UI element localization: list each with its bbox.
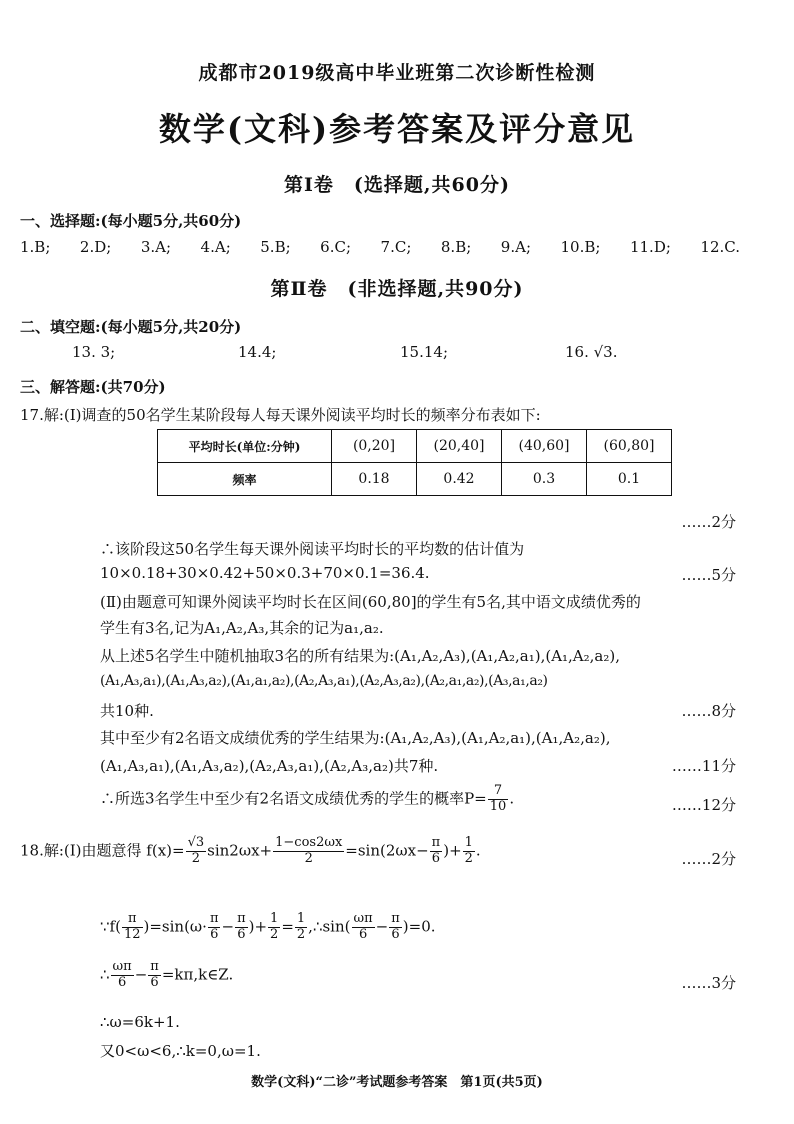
q18-l1-text-a: 18.解:(Ⅰ)由题意得 f(x)= bbox=[20, 841, 185, 860]
fraction-numerator: ωπ bbox=[112, 959, 132, 974]
q18-l2-text-g: − bbox=[375, 917, 389, 936]
q18-l1-text-e: . bbox=[475, 841, 481, 860]
table-row bbox=[158, 463, 672, 496]
q18-l2-text-e: = bbox=[281, 917, 294, 936]
fraction-numerator: π bbox=[391, 911, 400, 926]
answer-4: 4.A; bbox=[200, 238, 231, 256]
fraction-numerator: 7 bbox=[488, 784, 509, 800]
answer-3: 3.A; bbox=[140, 238, 172, 256]
q18-score-1: ……2分 bbox=[681, 850, 736, 868]
fill-answer-15: 15.14; bbox=[400, 343, 448, 361]
fraction bbox=[148, 960, 161, 991]
q17-calc-line: 10×0.18+30×0.42+50×0.3+70×0.1=36.4. bbox=[100, 564, 430, 582]
interval-1: (0,20] bbox=[332, 430, 417, 463]
fraction bbox=[430, 836, 443, 867]
fraction-numerator: π bbox=[209, 911, 219, 926]
fraction-numerator: √3 bbox=[187, 835, 205, 850]
section-2-heading: 二、填空题:(每小题5分,共20分) bbox=[20, 318, 242, 336]
frequency-table bbox=[157, 429, 672, 496]
answer-10: 10.B; bbox=[560, 238, 601, 256]
probability-text: ∴所选3名学生中至少有2名语文成绩优秀的学生的概率P= bbox=[100, 789, 487, 808]
fraction bbox=[389, 912, 402, 943]
interval-3: (40,60] bbox=[502, 430, 587, 463]
fraction-numerator: π bbox=[237, 911, 246, 926]
answer-2: 2.D; bbox=[79, 238, 112, 256]
q18-l2-text-c: − bbox=[221, 917, 235, 936]
q17-part2-line-6: 其中至少有2名语文成绩优秀的学生结果为:(A₁,A₂,A₃),(A₁,A₂,a₁),(A₁,A₂,a₂), bbox=[100, 729, 611, 747]
q17-score-5: ……12分 bbox=[671, 796, 736, 814]
q17-part2-line-5: 共10种. bbox=[100, 702, 154, 720]
fraction bbox=[122, 912, 143, 943]
fraction-denominator: 6 bbox=[358, 926, 368, 942]
fill-answer-14: 14.4; bbox=[238, 343, 277, 361]
fraction-numerator: 1 bbox=[270, 911, 279, 926]
q17-score-3: ……8分 bbox=[681, 702, 736, 720]
q18-l3-text-c: =kπ,k∈Z. bbox=[161, 965, 234, 984]
volume-2-title: 第Ⅱ卷 (非选择题,共90分) bbox=[270, 278, 524, 300]
fraction-denominator: 10 bbox=[489, 798, 507, 814]
q17-part2-line-1: (Ⅱ)由题意可知课外阅读平均时长在区间(60,80]的学生有5名,其中语文成绩优秀的 bbox=[100, 593, 641, 611]
fraction-denominator: 6 bbox=[150, 974, 159, 990]
answer-6: 6.C; bbox=[320, 238, 352, 256]
q17-part2-line-4: (A₁,A₃,a₁),(A₁,A₃,a₂),(A₁,a₁,a₂),(A₂,A₃,a₁),(A₂,A₃,a₂),(A₂,a₁,a₂),(A₃,a₁,a₂) bbox=[100, 673, 548, 689]
q18-l2-text-f: ,∴sin( bbox=[308, 917, 351, 936]
q17-estimate-line: ∴该阶段这50名学生每天课外阅读平均时长的平均数的估计值为 bbox=[100, 540, 525, 558]
fraction bbox=[273, 836, 344, 867]
q18-l1-text-d: )+ bbox=[443, 841, 462, 860]
frequency-2: 0.42 bbox=[417, 463, 502, 496]
interval-4: (60,80] bbox=[587, 430, 672, 463]
probability-fraction bbox=[488, 784, 509, 815]
answer-11: 11.D; bbox=[629, 238, 671, 256]
fraction bbox=[352, 912, 375, 943]
answer-9: 9.A; bbox=[500, 238, 531, 256]
fraction-denominator: 6 bbox=[210, 926, 219, 942]
interval-2: (20,40] bbox=[417, 430, 502, 463]
q17-part2-line-2: 学生有3名,记为A₁,A₂,A₃,其余的记为a₁,a₂. bbox=[100, 619, 384, 637]
q17-score-4: ……11分 bbox=[671, 757, 736, 775]
probability-end: . bbox=[509, 789, 515, 808]
volume-1-title: 第Ⅰ卷 (选择题,共60分) bbox=[284, 174, 510, 196]
q18-l2-text-h: )=0. bbox=[402, 917, 436, 936]
q17-score-1: ……2分 bbox=[681, 513, 736, 531]
fraction bbox=[111, 960, 134, 991]
fraction-denominator: 2 bbox=[464, 850, 473, 866]
answer-7: 7.C; bbox=[380, 238, 412, 256]
fraction bbox=[268, 912, 280, 943]
fraction-numerator: 1−cos2ωx bbox=[275, 835, 343, 850]
frequency-3: 0.3 bbox=[502, 463, 587, 496]
fraction bbox=[235, 912, 248, 943]
q18-l3-text-a: ∴ bbox=[100, 965, 110, 984]
table-row-label: 频率 bbox=[158, 463, 332, 496]
fraction-denominator: 6 bbox=[431, 850, 441, 866]
fraction-denominator: 6 bbox=[237, 926, 246, 942]
table-row bbox=[158, 430, 672, 463]
exam-supertitle: 成都市2019级高中毕业班第二次诊断性检测 bbox=[198, 62, 596, 84]
q17-part2-line-7: (A₁,A₃,a₁),(A₁,A₃,a₂),(A₂,A₃,a₁),(A₂,A₃,a₂)共7种. bbox=[100, 757, 439, 775]
section-3-heading: 三、解答题:(共70分) bbox=[20, 378, 166, 396]
fraction-denominator: 6 bbox=[391, 926, 400, 942]
fraction-denominator: 2 bbox=[296, 926, 306, 942]
frequency-1: 0.18 bbox=[332, 463, 417, 496]
q18-score-2: ……3分 bbox=[681, 974, 736, 992]
q18-line-3 bbox=[100, 960, 233, 991]
answer-1: 1.B; bbox=[20, 238, 51, 256]
answer-5: 5.B; bbox=[260, 238, 291, 256]
fraction-numerator: π bbox=[431, 835, 441, 850]
fraction-denominator: 2 bbox=[304, 850, 313, 866]
fraction-numerator: π bbox=[150, 959, 159, 974]
fraction bbox=[463, 836, 475, 867]
answer-8: 8.B; bbox=[440, 238, 472, 256]
q18-l1-text-c: =sin(2ωx− bbox=[345, 841, 429, 860]
q18-l2-text-d: )+ bbox=[248, 917, 268, 936]
q18-l2-text-b: )=sin(ω· bbox=[143, 917, 207, 936]
q18-line-5: 又0<ω<6,∴k=0,ω=1. bbox=[100, 1042, 261, 1060]
fill-answer-13: 13. 3; bbox=[72, 343, 116, 361]
frequency-4: 0.1 bbox=[587, 463, 672, 496]
fraction-numerator: 1 bbox=[464, 835, 473, 850]
q17-part2-line-3: 从上述5名学生中随机抽取3名的所有结果为:(A₁,A₂,A₃),(A₁,A₂,a₁),(A₁,A₂,a₂), bbox=[100, 647, 620, 665]
fraction-denominator: 2 bbox=[191, 850, 201, 866]
fraction-denominator: 6 bbox=[117, 974, 127, 990]
fraction bbox=[295, 912, 307, 943]
fraction bbox=[186, 836, 207, 867]
q17-intro: 17.解:(Ⅰ)调查的50名学生某阶段每人每天课外阅读平均时长的频率分布表如下: bbox=[20, 406, 541, 424]
choice-answers bbox=[20, 238, 740, 256]
section-1-heading: 一、选择题:(每小题5分,共60分) bbox=[20, 212, 242, 230]
fraction-numerator: 1 bbox=[296, 911, 306, 926]
page-footer: 数学(文科)“二诊”考试题参考答案 第1页(共5页) bbox=[251, 1075, 543, 1090]
fill-answer-16: 16. √3. bbox=[565, 343, 618, 361]
table-header-label: 平均时长(单位:分钟) bbox=[158, 430, 332, 463]
q18-l3-text-b: − bbox=[134, 965, 148, 984]
q18-l2-text-a: ∵f( bbox=[100, 917, 121, 936]
answer-12: 12.C. bbox=[700, 238, 740, 256]
q18-l1-text-b: sin2ωx+ bbox=[207, 841, 273, 860]
document-title: 数学(文科)参考答案及评分意见 bbox=[158, 110, 636, 148]
fraction-denominator: 2 bbox=[270, 926, 279, 942]
fraction-denominator: 12 bbox=[123, 926, 141, 942]
fraction-numerator: π bbox=[122, 912, 143, 928]
q17-score-2: ……5分 bbox=[681, 566, 736, 584]
q17-probability-line bbox=[100, 784, 514, 815]
q18-line-2 bbox=[100, 912, 436, 943]
fraction-numerator: ωπ bbox=[353, 911, 373, 926]
q18-line-1 bbox=[20, 836, 481, 867]
fraction bbox=[208, 912, 221, 943]
q18-line-4: ∴ω=6k+1. bbox=[100, 1013, 180, 1031]
